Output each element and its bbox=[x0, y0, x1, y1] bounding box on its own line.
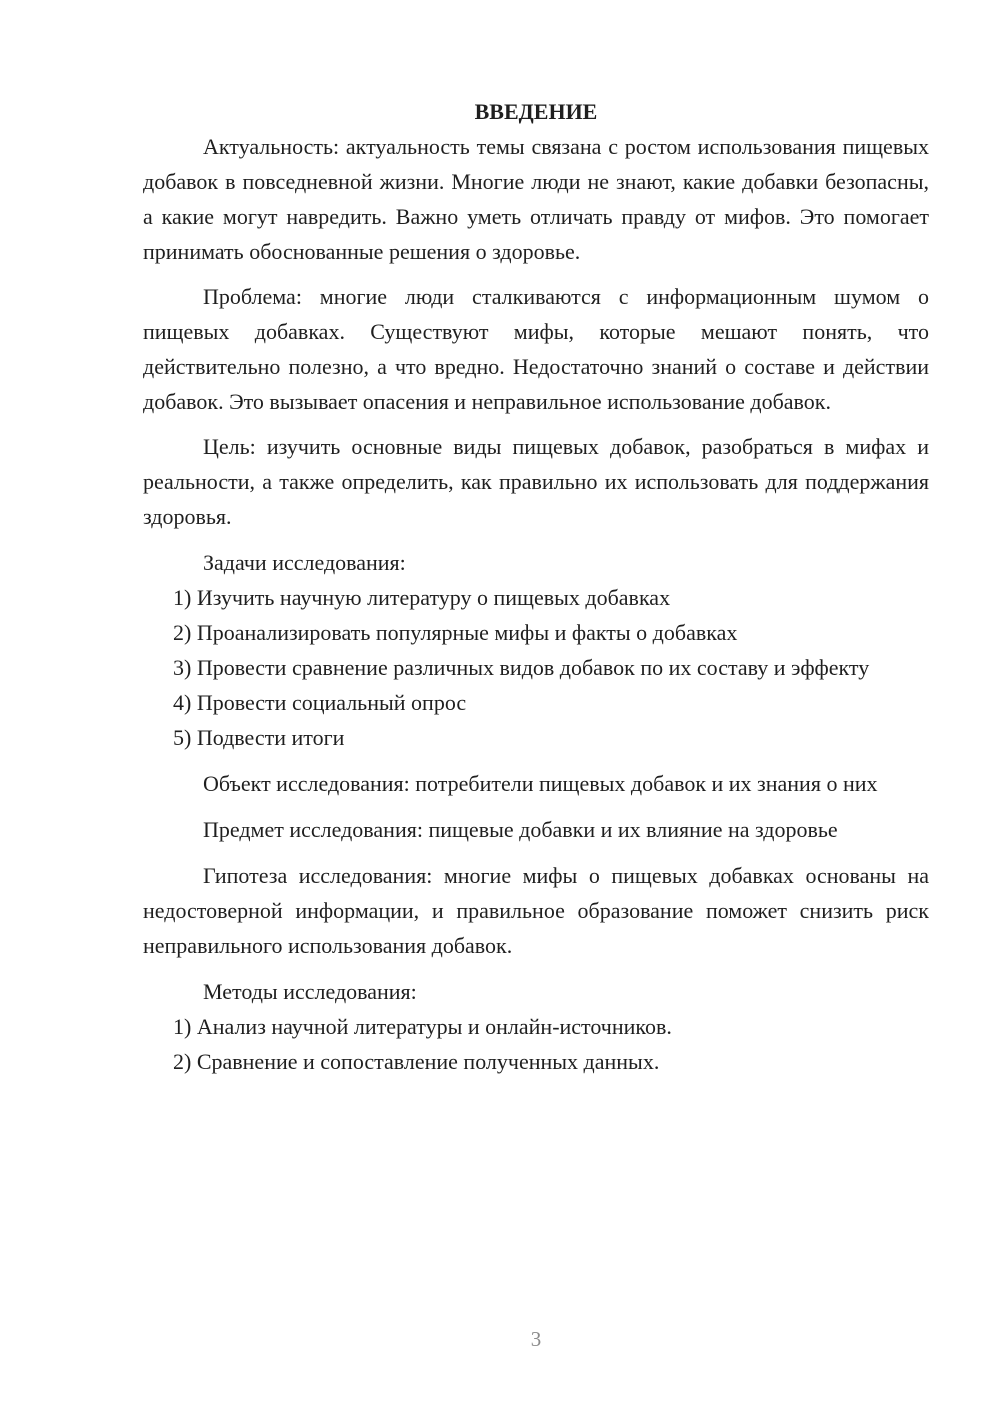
problem-paragraph: Проблема: многие люди сталкиваются с информационным шумом о пищевых добавках. Существуют мифы, которые мешают понять, что действительно полезно, а что вредно. Недостаточно знаний о составе и действии добавок. Это вызывает опасения и неправильное использование добавок. bbox=[143, 284, 929, 414]
task-item-4: 4) Провести социальный опрос bbox=[173, 690, 467, 715]
page-title: ВВЕДЕНИЕ bbox=[474, 99, 598, 124]
method-item-1: 1) Анализ научной литературы и онлайн-источников. bbox=[173, 1014, 672, 1039]
goal-paragraph: Цель: изучить основные виды пищевых добавок, разобраться в мифах и реальности, а также определить, как правильно их использовать для поддержания здоровья. bbox=[143, 434, 929, 529]
object-paragraph: Объект исследования: потребители пищевых добавок и их знания о них bbox=[203, 771, 878, 796]
task-item-1: 1) Изучить научную литературу о пищевых добавках bbox=[173, 585, 671, 610]
task-item-2: 2) Проанализировать популярные мифы и факты о добавках bbox=[173, 620, 738, 645]
relevance-paragraph: Актуальность: актуальность темы связана с ростом использования пищевых добавок в повседневной жизни. Многие люди не знают, какие добавки безопасны, а какие могут навредить. Важно уметь отличать правду от мифов. Это помогает принимать обоснованные решения о здоровье. bbox=[143, 134, 929, 264]
subject-paragraph: Предмет исследования: пищевые добавки и их влияние на здоровье bbox=[203, 817, 838, 842]
task-item-3: 3) Провести сравнение различных видов добавок по их составу и эффекту bbox=[173, 655, 870, 680]
method-item-2: 2) Сравнение и сопоставление полученных данных. bbox=[173, 1049, 660, 1074]
task-item-5: 5) Подвести итоги bbox=[173, 725, 345, 750]
page-content bbox=[143, 94, 929, 1079]
page-number: 3 bbox=[530, 1327, 542, 1351]
hypothesis-paragraph: Гипотеза исследования: многие мифы о пищевых добавках основаны на недостоверной информации, и правильное образование поможет снизить риск неправильного использования добавок. bbox=[143, 863, 929, 958]
methods-heading: Методы исследования: bbox=[203, 979, 417, 1004]
tasks-heading: Задачи исследования: bbox=[203, 550, 406, 575]
